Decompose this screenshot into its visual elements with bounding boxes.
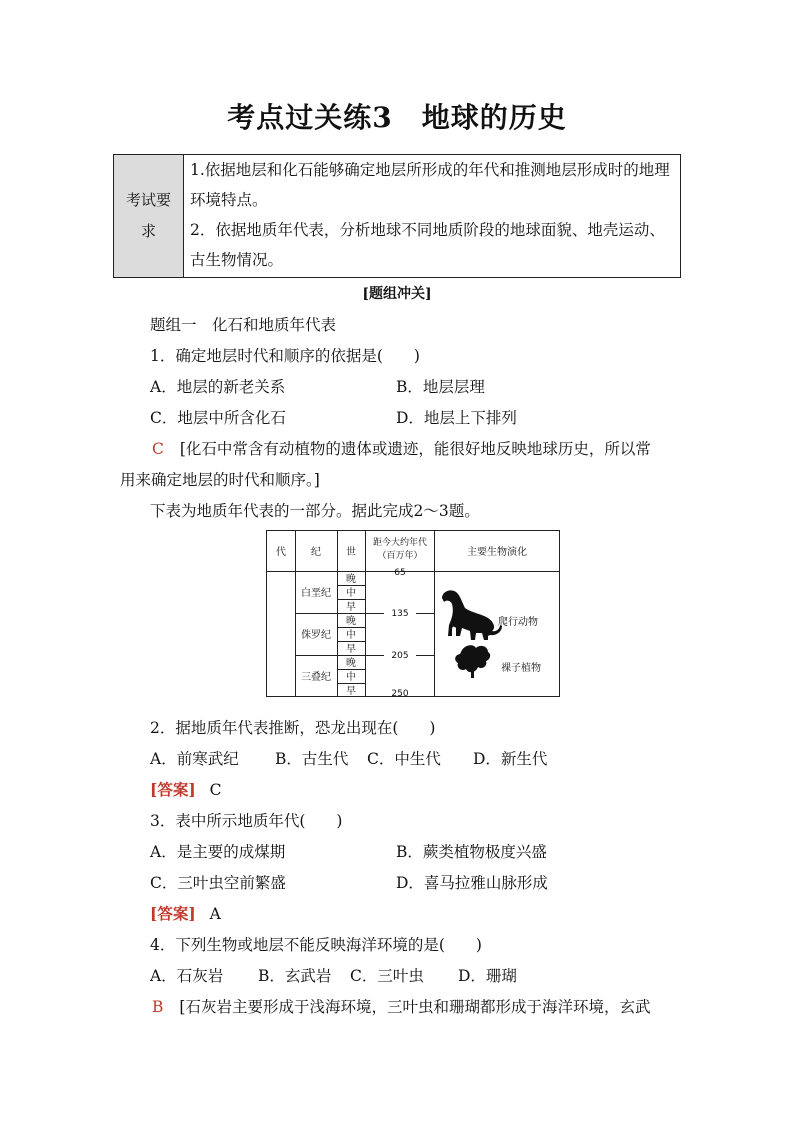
q1-explanation-line1: [化石中常含有动植物的遗体或遗迹，能很好地反映地球历史，所以常	[179, 440, 651, 458]
q2-answer-label: [答案]	[150, 780, 196, 799]
q1-explanation	[152, 437, 651, 459]
q2-option-d: D．新生代	[473, 750, 548, 768]
q3-answer-label: [答案]	[150, 904, 196, 923]
header-age: 距今大约年代	[372, 538, 428, 548]
dinosaur-icon	[442, 590, 502, 640]
group-title: 题组一 化石和地质年代表	[150, 316, 337, 334]
q3-answer	[150, 902, 221, 924]
requirement-item: 2．依据地质年代表，分析地球不同地质阶段的地球面貌、地壳运动、古生物情况。	[190, 221, 665, 269]
q2-option-a: A．前寒武纪	[150, 750, 239, 768]
q3-option-b: B．蕨类植物极度兴盛	[396, 843, 547, 861]
q3-stem: 3．表中所示地质年代( )	[150, 812, 343, 830]
period-jurassic: 侏罗纪	[301, 630, 331, 641]
requirement-item: 1.依据地层和化石能够确定地层所形成的年代和推测地层形成时的地理环境特点。	[190, 161, 670, 209]
q4-option-c: C．三叶虫	[350, 967, 424, 985]
section-tag: [题组冲关]	[362, 286, 432, 302]
requirements-label: 考试要求	[114, 155, 184, 277]
geologic-time-table	[266, 530, 560, 697]
age-label: 135	[391, 609, 409, 619]
period-cretaceous: 白垩纪	[301, 588, 331, 599]
q4-option-b: B．玄武岩	[258, 967, 332, 985]
header-age-unit: （百万年）	[377, 551, 423, 561]
q1-answer-letter: C	[152, 440, 164, 458]
q2-option-c: C．中生代	[367, 750, 441, 768]
header-evolution: 主要生物演化	[467, 547, 527, 558]
epoch-label: 早	[346, 602, 356, 613]
epoch-label: 中	[346, 630, 356, 641]
epoch-label: 晚	[346, 574, 356, 585]
q4-explanation-line1: [石灰岩主要形成于浅海环境，三叶虫和珊瑚都形成于海洋环境，玄武	[179, 998, 651, 1016]
q2-answer-value: C	[209, 781, 222, 799]
plant-icon	[455, 645, 490, 678]
q1-option-d: D．地层上下排列	[396, 409, 517, 427]
q3-option-a: A．是主要的成煤期	[150, 843, 286, 861]
evolution-gymnosperms: 裸子植物	[501, 663, 541, 674]
q1-option-b: B．地层层理	[396, 378, 485, 396]
q2-option-b: B．古生代	[275, 750, 349, 768]
q1-option-c: C．地层中所含化石	[150, 409, 286, 427]
epoch-label: 晚	[346, 658, 356, 669]
requirements-body	[184, 155, 680, 277]
evolution-reptiles: 爬行动物	[498, 617, 538, 628]
q3-answer-value: A	[209, 905, 221, 923]
header-period: 纪	[311, 547, 321, 558]
period-triassic: 三叠纪	[301, 672, 331, 683]
requirements-table	[113, 154, 681, 278]
q4-answer-letter: B	[152, 998, 164, 1016]
q1-explanation-line2: 用来确定地层的时代和顺序。]	[120, 471, 320, 489]
header-era: 代	[276, 547, 286, 558]
q3-option-c: C．三叶虫空前繁盛	[150, 874, 286, 892]
q4-option-d: D．珊瑚	[458, 967, 517, 985]
epoch-label: 早	[346, 686, 356, 697]
epoch-label: 早	[346, 644, 356, 655]
header-epoch: 世	[346, 547, 356, 558]
age-label: 205	[391, 651, 409, 661]
epoch-label: 中	[346, 672, 356, 683]
q2-stem: 2．据地质年代表推断，恐龙出现在( )	[150, 719, 436, 737]
epoch-label: 中	[346, 588, 356, 599]
q1-stem: 1．确定地层时代和顺序的依据是( )	[150, 347, 420, 365]
q2-answer	[150, 778, 222, 800]
page-title: 考点过关练3 地球的历史	[227, 101, 567, 134]
q4-option-a: A．石灰岩	[150, 967, 224, 985]
epoch-label: 晚	[346, 616, 356, 627]
q4-explanation	[152, 995, 650, 1017]
q3-option-d: D．喜马拉雅山脉形成	[396, 874, 548, 892]
q1-option-a: A．地层的新老关系	[150, 378, 286, 396]
age-label: 65	[394, 568, 406, 578]
age-label: 250	[391, 689, 409, 697]
table-intro: 下表为地质年代表的一部分。据此完成2～3题。	[150, 502, 480, 520]
q4-stem: 4．下列生物或地层不能反映海洋环境的是( )	[150, 936, 482, 954]
